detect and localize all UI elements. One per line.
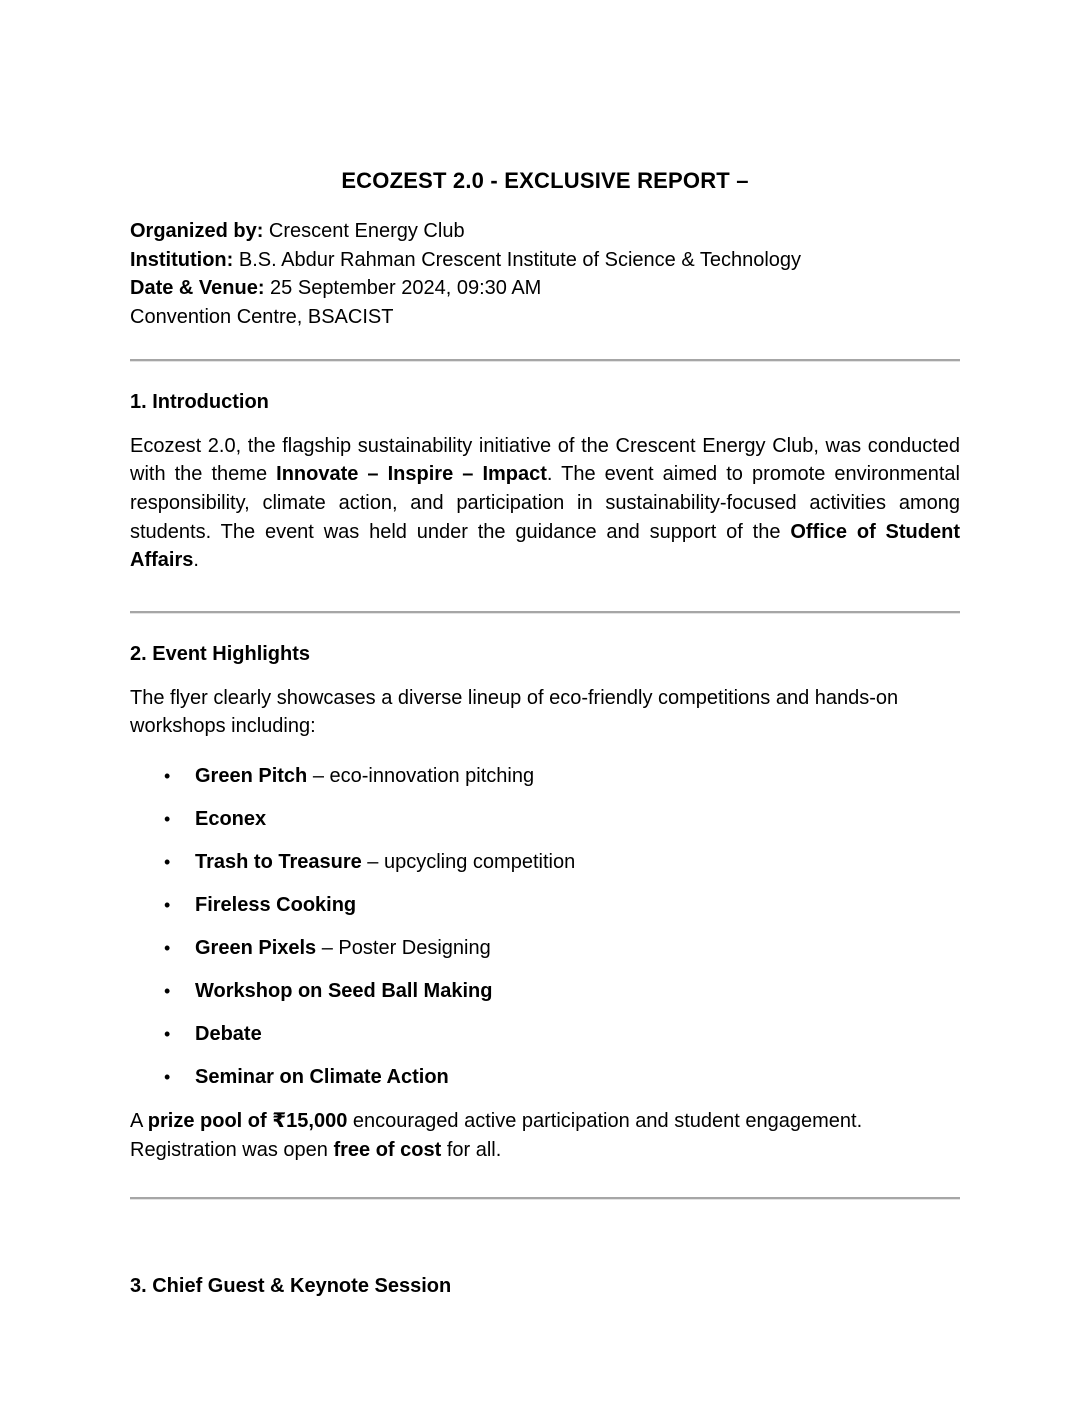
meta-organized-by-value: Crescent Energy Club <box>268 220 465 242</box>
meta-date-venue-value: 25 September 2024, 09:30 AM <box>270 277 542 300</box>
list-item <box>195 762 960 791</box>
list-item <box>195 934 960 963</box>
list-item-desc: – eco-innovation pitching <box>307 765 535 788</box>
prize-text-end: for all. <box>441 1138 502 1161</box>
report-meta-block <box>130 217 960 332</box>
free-of-cost-bold: free of cost <box>333 1138 442 1161</box>
meta-organized-by-label: Organized by: <box>130 220 264 242</box>
highlights-intro-paragraph: The flyer clearly showcases a diverse lineup of eco-friendly competitions and hands-on workshops including: <box>130 686 899 738</box>
prize-pool-bold: prize pool of ₹15,000 <box>147 1109 348 1132</box>
meta-institution <box>130 246 960 275</box>
list-item <box>195 1020 960 1049</box>
meta-date-venue-label: Date & Venue: <box>130 277 265 300</box>
list-item-desc: – Poster Designing <box>316 937 491 960</box>
prize-text-start: A <box>130 1109 148 1132</box>
meta-venue-line: Convention Centre, BSACIST <box>130 306 394 329</box>
list-item <box>195 805 960 834</box>
intro-theme-bold: Innovate – Inspire – Impact <box>276 463 547 486</box>
list-item-title: Econex <box>195 808 267 831</box>
section-divider <box>130 611 960 614</box>
list-item-title: Trash to Treasure <box>195 851 362 874</box>
meta-date-venue <box>130 274 960 303</box>
prize-pool-paragraph <box>130 1107 960 1164</box>
intro-text-end: . <box>193 549 199 572</box>
list-item <box>195 977 960 1006</box>
list-item-title: Seminar on Climate Action <box>195 1066 449 1089</box>
list-item <box>195 848 960 877</box>
intro-paragraph <box>130 432 960 576</box>
section-divider <box>130 359 960 362</box>
meta-institution-label: Institution: <box>130 248 234 271</box>
list-item-title: Green Pitch <box>195 765 308 788</box>
list-item-title: Fireless Cooking <box>195 894 357 917</box>
list-item-title: Workshop on Seed Ball Making <box>195 980 493 1003</box>
list-item-desc: – upcycling competition <box>361 851 576 874</box>
list-item-title: Debate <box>195 1023 262 1046</box>
report-title: ECOZEST 2.0 - EXCLUSIVE REPORT – <box>341 168 749 193</box>
section-divider <box>130 1197 960 1200</box>
meta-organized-by <box>130 217 960 246</box>
intro-text-middle: . The event aimed to promote environmental responsibility, climate action, and participation in sustainability-focused activities among students. The event was held under the guidance and support of the <box>130 463 960 543</box>
meta-institution-value: B.S. Abdur Rahman Crescent Institute of Science & Technology <box>238 248 802 271</box>
event-highlights-list <box>130 762 960 1092</box>
section-1-heading: 1. Introduction <box>130 390 269 413</box>
prize-text-middle: encouraged active participation and student engagement. Registration was open <box>130 1109 863 1161</box>
list-item-title: Green Pixels <box>195 937 317 960</box>
section-3-heading: 3. Chief Guest & Keynote Session <box>130 1275 452 1298</box>
intro-text-start: Ecozest 2.0, the flagship sustainability initiative of the Crescent Energy Club, was conducted with the theme <box>130 434 960 486</box>
list-item <box>195 891 960 920</box>
intro-office-bold: Office of Student Affairs <box>130 520 960 572</box>
list-item <box>195 1063 960 1092</box>
section-2-heading: 2. Event Highlights <box>130 643 311 666</box>
